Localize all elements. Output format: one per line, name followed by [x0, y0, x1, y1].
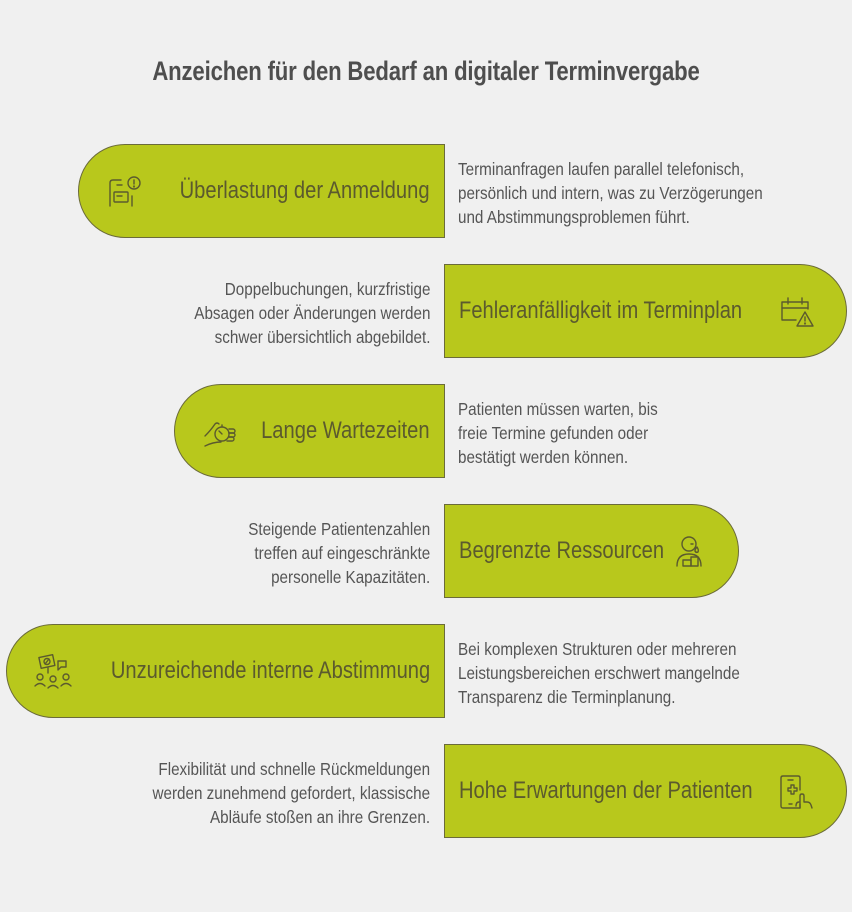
item-long-waiting: [174, 384, 445, 478]
item-label: Überlastung der Anmeldung: [180, 177, 430, 204]
item-description: Doppelbuchungen, kurzfristige Absagen oder Änderungen werden schwer übersichtlich abgebildet.: [193, 279, 430, 347]
item-description: Bei komplexen Strukturen oder mehreren Leistungsbereichen erschwert mangelnde Transparenz die Terminplanung.: [458, 639, 740, 707]
item-label: Fehleranfälligkeit im Terminplan: [459, 297, 743, 324]
reception-alert-icon: [105, 172, 145, 212]
item-limited-resources: [444, 504, 739, 598]
item-label: Begrenzte Ressourcen: [459, 537, 665, 564]
item-description: Steigende Patientenzahlen treffen auf eingeschränkte personelle Kapazitäten.: [247, 519, 430, 587]
mobile-health-icon: [776, 772, 816, 812]
item-label: Unzureichende interne Abstimmung: [110, 657, 430, 684]
item-description: Patienten müssen warten, bis freie Termine gefunden oder bestätigt werden können.: [458, 399, 658, 467]
team-communication-icon: [33, 652, 73, 692]
calendar-warning-icon: [776, 292, 816, 332]
item-schedule-errors: [444, 264, 847, 358]
item-label: Lange Wartezeiten: [261, 417, 430, 444]
stressed-person-icon: [671, 532, 711, 572]
item-description: Terminanfragen laufen parallel telefonisch, persönlich und intern, was zu Verzögerungen und Abstimmungsproblemen führt.: [458, 159, 763, 227]
item-overload-registration: [78, 144, 445, 238]
item-internal-coordination: [6, 624, 445, 718]
item-description: Flexibilität und schnelle Rückmeldungen werden zunehmend gefordert, klassische Abläufe stoßen an ihre Grenzen.: [152, 759, 430, 827]
item-patient-expectations: [444, 744, 847, 838]
page-title: Anzeichen für den Bedarf an digitaler Terminvergabe: [152, 56, 700, 86]
hand-stopwatch-icon: [201, 412, 241, 452]
item-label: Hohe Erwartungen der Patienten: [459, 777, 753, 804]
